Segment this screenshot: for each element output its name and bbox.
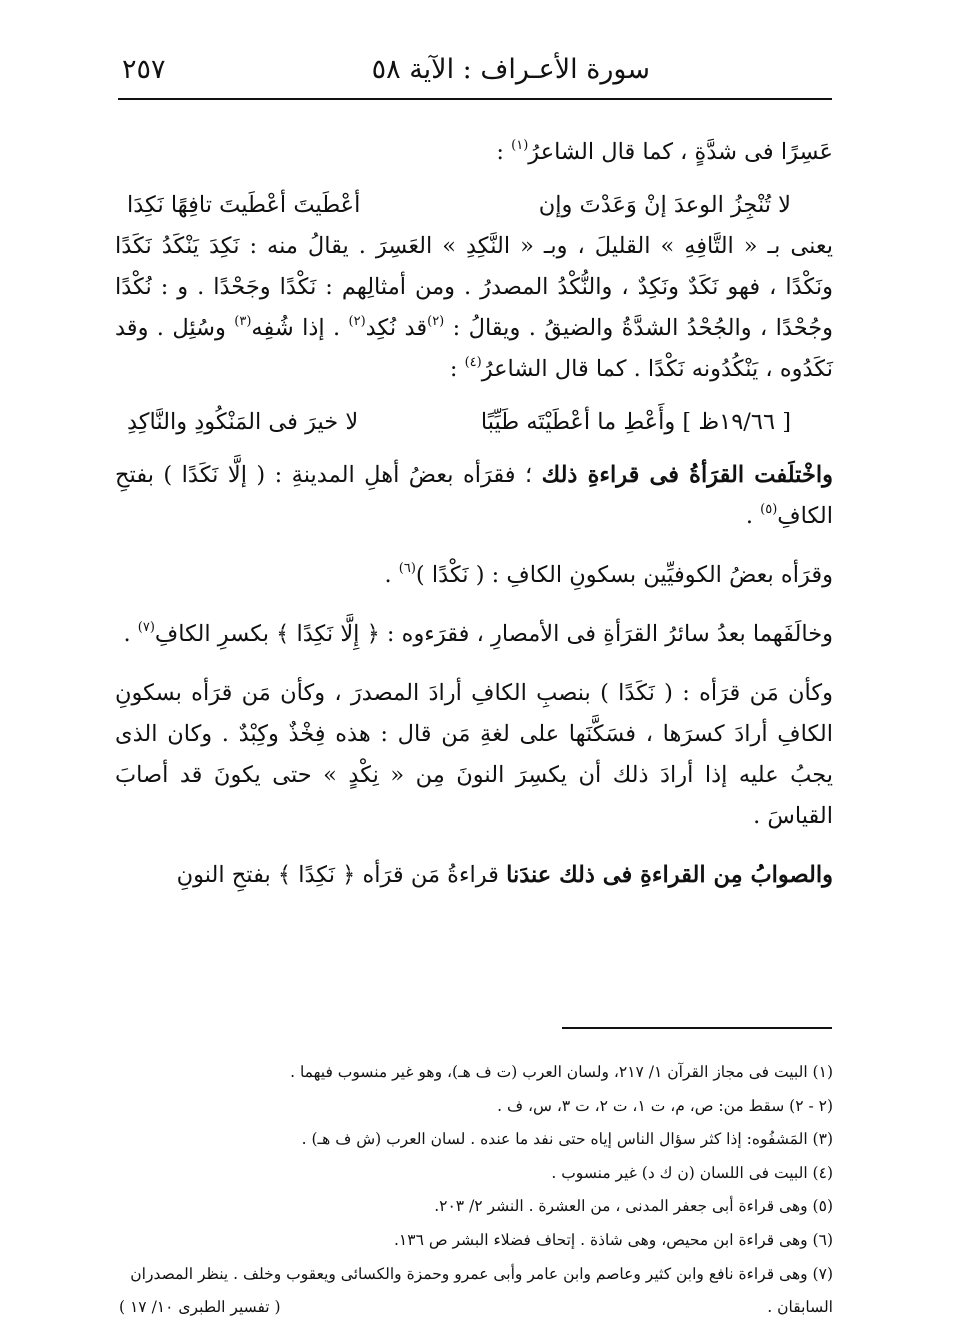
paragraph xyxy=(115,555,833,596)
text-run: . xyxy=(745,503,761,529)
footnote: (١) البيت فى مجاز القرآن ١/ ٢١٧، ولسان العرب (ت ف هـ)، وهو غير منسوب فيهما . xyxy=(290,1063,833,1081)
verse-hemistich-first: لا تُنْجِزُ الوعدَ إنْ وَعَدْتَ وإن xyxy=(538,192,791,218)
paragraph xyxy=(115,455,833,537)
footnote: (٧) وهى قراءة نافع وابن كثير وعاصم وابن عامر وأبى عمرو وحمزة والكسائى ويعقوب وخلف . ينظر المصدران السابقان . xyxy=(130,1264,833,1317)
bold-lead: والصوابُ مِن القراءةِ فى ذلك عندَنا xyxy=(506,862,833,888)
footnotes xyxy=(115,1056,833,1325)
footnote: (٤) البيت فى اللسان (ن ك د) غير منسوب . xyxy=(551,1163,833,1182)
text-run: : xyxy=(496,139,512,165)
footnote-ref[interactable]: (٣) xyxy=(234,314,252,329)
footnote: (٢ - ٢) سقط من: ص، م، ت ١، ت ٢، ت ٣، س، ف . xyxy=(497,1096,833,1115)
text-run: قراءةُ مَن قرَأه ﴿ نَكِدًا ﴾ بفتحِ النونِ xyxy=(176,862,507,888)
text-run: يعنى بـ « التَّافِهِ » القليلَ ، وبـ « النَّكِدِ » العَسِرَ . يقالُ منه : نَكِدَ يَنْكَدُ نَكَدًا ونَكْدًا ، فهو نَكَدٌ ونَكِدٌ ، والنُّكْدُ المصدرُ . ومن أمثالِهم : نَكْدًا وجَحْدًا . و : نُكْدًا وجُحْدًا ، والجُحْدُ الشدَّةُ والضيقُ . ويقالُ : xyxy=(115,233,834,341)
text-run: عَسِرًا فى شدَّةٍ ، كما قال الشاعرُ xyxy=(528,139,833,165)
text-run: : xyxy=(449,356,465,382)
footnote-ref[interactable]: (٦) xyxy=(398,561,416,576)
text-run: وأَعْطِ ما أعْطَيْتَه طَيِّبًا xyxy=(480,409,676,435)
paragraph xyxy=(115,855,833,896)
page-number: ٢٥٧ xyxy=(122,54,166,85)
main-text xyxy=(115,132,833,896)
text-run: قد نُكِد xyxy=(365,315,428,341)
verse-hemistich-second: لا خيرَ فى المَنْكُودِ والنَّاكِدِ xyxy=(127,409,359,435)
verse-hemistich-second: أعْطَيتَ أعْطَيتَ تافِهًا نَكِدَا xyxy=(127,192,361,218)
text-run: . xyxy=(123,621,138,647)
footnote: (٥) وهى قراءة أبى جعفر المدنى ، من العشرة . النشر ٢/ ٢٠٣. xyxy=(434,1197,833,1216)
volume-reference: ( تفسير الطبرى ١٠/ ١٧ ) xyxy=(119,1298,281,1317)
manuscript-marker: [ ١٩/٦٦ظ ] xyxy=(682,409,791,435)
footnote: (٦) وهى قراءة ابن محيص، وهى شاذة . إتحاف فضلاء البشر ص ١٣٦. xyxy=(393,1230,833,1249)
footnote-ref[interactable]: (٥) xyxy=(760,502,778,517)
surah-title: سورة الأعـراف : الآية ٥٨ xyxy=(371,54,650,85)
footnote-ref[interactable]: (٤) xyxy=(464,355,482,370)
footnote-block xyxy=(115,1258,833,1325)
paragraph xyxy=(115,226,833,390)
poetry-verse xyxy=(115,402,833,443)
bold-lead: واخْتلَفت القرَأةُ فى قراءةِ ذلك xyxy=(541,462,833,488)
paragraph xyxy=(115,614,833,655)
paragraph xyxy=(115,132,833,173)
footnote-ref[interactable]: (٢) xyxy=(427,314,445,329)
text-run: وخالَفَهما بعدُ سائرُ القرَأةِ فى الأمصارِ ، فقرَءوه : ﴿ إِلَّا نَكِدًا ﴾ بكسرِ الكافِ xyxy=(154,621,833,647)
text-run: وسُئِل . وقد نَكَدُوه ، يَنْكُدُونه نَكْدًا . كما قال الشاعرُ xyxy=(115,315,833,382)
footnote-ref[interactable]: (١) xyxy=(511,138,529,153)
footnote-ref[interactable]: (٢) xyxy=(348,314,366,329)
verse-hemistich-first xyxy=(481,402,791,443)
poetry-verse xyxy=(115,185,833,226)
text-run: . xyxy=(384,562,399,588)
footnote: (٣) المَشفُوه: إذا كثر سؤال الناس إياه حتى نفد ما عنده . لسان العرب (ش ف هـ) . xyxy=(301,1130,833,1149)
header-divider xyxy=(118,98,832,100)
text-run: . إذا شُفِه xyxy=(251,315,349,341)
page-header xyxy=(118,52,830,92)
footnote-divider xyxy=(562,1027,832,1029)
text-run: وقرَأه بعضُ الكوفيِّين بسكونِ الكافِ : ( نَكْدًا ) xyxy=(415,562,833,588)
paragraph: وكأن مَن قرَأه : ( نَكَدًا ) بنصبِ الكافِ أرادَ المصدرَ ، وكأن مَن قرَأه بسكونِ الكافِ أرادَ كسرَها ، فسَكَّنَها على لغةِ مَن قال : هذه فِخْذٌ وكِبْدٌ . وكان الذى يجبُ عليه إذا أرادَ ذلك أن يكسِرَ النونَ مِن « نِكْدٍ » حتى يكونَ قد أصابَ القياسَ . xyxy=(115,680,833,829)
text-run: ؛ فقرَأه بعضُ أهلِ المدينةِ : ( إلَّا نَكَدًا ) بفتحِ الكافِ xyxy=(115,462,833,529)
footnote-ref[interactable]: (٧) xyxy=(137,620,155,635)
